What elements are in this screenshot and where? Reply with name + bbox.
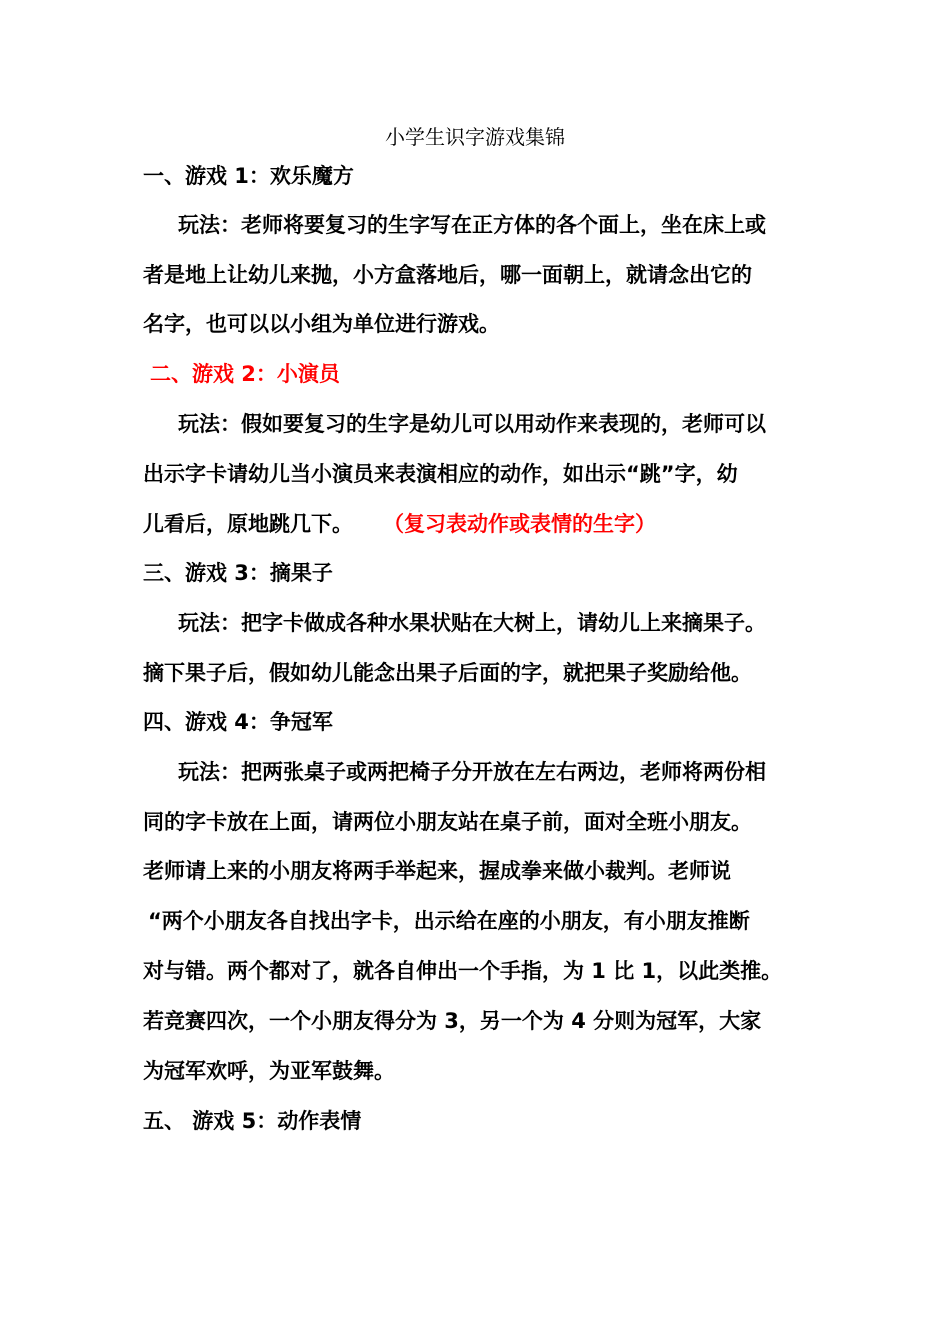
paragraph-line: “两个小朋友各自找出字卡，出示给在座的小朋友，有小朋友推断 — [148, 909, 750, 933]
section-heading-2: 二、游戏 2：小演员 — [150, 362, 340, 386]
paragraph-line: 出示字卡请幼儿当小演员来表演相应的动作，如出示“跳”字，幼 — [143, 462, 738, 486]
paragraph-line-with-note — [143, 509, 823, 539]
paragraph-line: 玩法：老师将要复习的生字写在正方体的各个面上，坐在床上或 — [178, 213, 766, 237]
section-heading-1: 一、游戏 1：欢乐魔方 — [143, 164, 354, 188]
paragraph-line: 同的字卡放在上面，请两位小朋友站在桌子前，面对全班小朋友。 — [143, 810, 752, 834]
highlighted-note: （复习表动作或表情的生字） — [383, 512, 656, 536]
section-heading-4: 四、游戏 4：争冠军 — [143, 710, 333, 734]
paragraph-line: 玩法：把两张桌子或两把椅子分开放在左右两边，老师将两份相 — [178, 760, 766, 784]
section-heading-3: 三、游戏 3：摘果子 — [143, 561, 333, 585]
paragraph-text: 儿看后，原地跳几下。 — [143, 512, 353, 536]
paragraph-line: 者是地上让幼儿来抛，小方盒落地后，哪一面朝上，就请念出它的 — [143, 263, 752, 287]
section-heading-5: 五、 游戏 5：动作表情 — [143, 1109, 362, 1133]
paragraph-line: 摘下果子后，假如幼儿能念出果子后面的字，就把果子奖励给他。 — [143, 661, 752, 685]
paragraph-line: 若竞赛四次，一个小朋友得分为 3，另一个为 4 分则为冠军，大家 — [143, 1009, 762, 1033]
paragraph-line: 玩法：假如要复习的生字是幼儿可以用动作来表现的，老师可以 — [178, 412, 766, 436]
paragraph-line: 对与错。两个都对了，就各自伸出一个手指，为 1 比 1，以此类推。 — [143, 959, 783, 983]
document-title: 小学生识字游戏集锦 — [385, 125, 565, 149]
paragraph-line: 名字，也可以以小组为单位进行游戏。 — [143, 312, 500, 336]
paragraph-line: 为冠军欢呼，为亚军鼓舞。 — [143, 1059, 395, 1083]
paragraph-line: 玩法：把字卡做成各种水果状贴在大树上，请幼儿上来摘果子。 — [178, 611, 766, 635]
paragraph-line: 老师请上来的小朋友将两手举起来，握成拳来做小裁判。老师说 — [143, 859, 731, 883]
